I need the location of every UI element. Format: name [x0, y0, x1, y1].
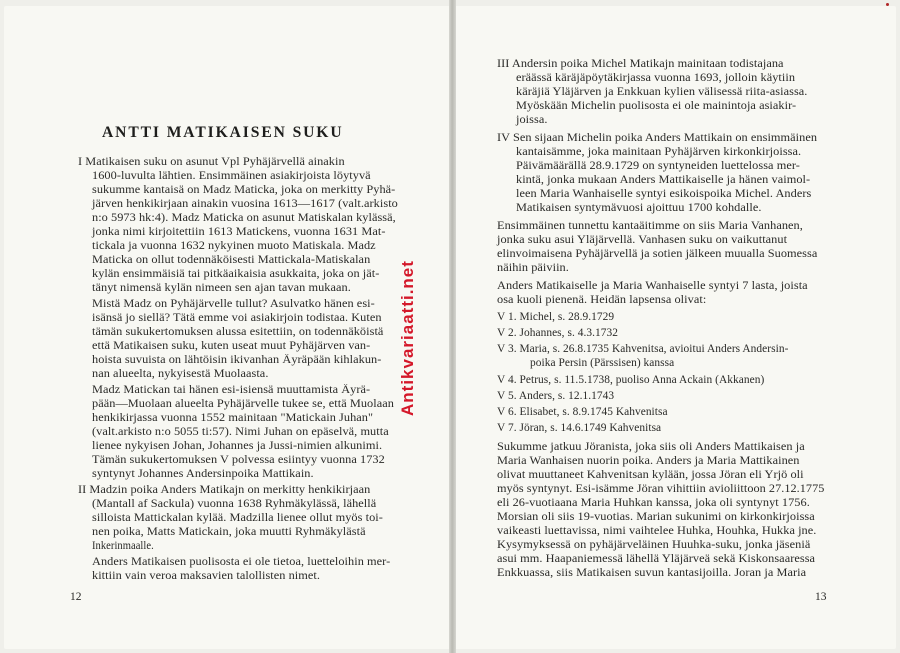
text-line: Päivämäärällä 28.9.1729 on syntyneiden luettelossa mer- — [516, 160, 800, 172]
text-line: pään—Muolaan alueelta Pyhäjärvelle tukee se, että Muolaan — [92, 398, 394, 410]
text-line: Myöskään Michelin puolisosta ei ole mainintoja asiakir- — [516, 100, 797, 112]
text-line: sukumme kantaisä on Madz Maticka, joka on merkitty Pyhä- — [92, 184, 396, 196]
text-line: Maria Wanhaisen nuorin poika. Anders ja Maria Mattikainen — [497, 455, 800, 467]
text-line: kintä, jonka mukaan Anders Mattikaiselle ja hänen vaimol- — [516, 174, 811, 186]
text-line: n:o 5973 hk:4). Madz Maticka on asunut Matiskalan kylässä, — [92, 212, 396, 224]
text-line: tickala ja vuonna 1632 nykyinen muoto Matiskala. Madz — [92, 240, 376, 252]
text-line: hoista suvuista on lähtöisin ikivanhan Äyräpään kihlakun- — [92, 354, 382, 366]
text-line: järven henkikirjaan ainakin vuosina 1613—1617 (valt.arkisto — [92, 198, 398, 210]
text-line: I Matikaisen suku on asunut Vpl Pyhäjärvellä ainakin — [78, 156, 345, 168]
text-line: eli 26-vuotiaana Maria Huhkan kanssa, joka oli syntynyt 1756. — [497, 497, 810, 509]
text-line: V 2. Johannes, s. 4.3.1732 — [497, 327, 619, 339]
text-line: V 7. Jöran, s. 14.6.1749 Kahvenitsa — [497, 422, 662, 434]
text-line: myös syntynyt. Esi-isämme Jöran vihittiin avioliittoon 27.12.1775 — [497, 483, 825, 495]
page-number-left: 12 — [70, 591, 82, 603]
text-line: Inkerinmaalle. — [92, 540, 154, 552]
text-line: V 1. Michel, s. 28.9.1729 — [497, 311, 615, 323]
text-line: Morsian oli siis 19-vuotias. Marian sukunimi on kirkonkirjoissa — [497, 511, 815, 523]
text-line: tämän sukukertomuksen alussa esitettiin, on todennäköistä — [92, 326, 384, 338]
text-line: Matikaisen syntymävuosi ajoittuu 1700 kohdalle. — [516, 202, 762, 214]
text-line: Tämän sukukertomuksen V polvessa esiintyy vuonna 1732 — [92, 454, 385, 466]
text-line: Anders Matikaisen puolisosta ei ole tietoa, luetteloihin mer- — [92, 556, 391, 568]
text-line: 1600-luvulta lähtien. Ensimmäinen asiakirjoista löytyvä — [92, 170, 371, 182]
text-line: isänsä jo siellä? Tätä emme voi asiakirjoin todistaa. Kuten — [92, 312, 382, 324]
text-line: lienee nykyisen Johan, Johannes ja Jussi-nimien alkunimi. — [92, 440, 383, 452]
text-line: käräjiä Yläjärven ja Enkkuan kylien välisessä riita-asiassa. — [516, 86, 808, 98]
text-line: Ensimmäinen tunnettu kantaäitimme on siis Maria Vanhanen, — [497, 220, 803, 232]
text-line: V 6. Elisabet, s. 8.9.1745 Kahvenitsa — [497, 406, 668, 418]
text-line: Anders Matikaiselle ja Maria Wanhaiselle syntyi 7 lasta, joista — [497, 280, 808, 292]
text-line: jonka suku asui Yläjärvellä. Vanhasen suku on vaikuttanut — [497, 234, 788, 246]
text-line: elinvoimaisena Pyhäjärvellä ja sotien jälkeen muualla Suomessa — [497, 248, 818, 260]
text-line: nan alueelta, nykyisestä Muolaasta. — [92, 368, 269, 380]
text-line: jonka nimi kirjoitettiin 1613 Matickens, vuonna 1631 Mat- — [92, 226, 386, 238]
page-number-right: 13 — [815, 591, 827, 603]
text-line: III Andersin poika Michel Matikajn mainitaan todistajana — [497, 58, 784, 70]
text-line: silloista Mattickalan kylää. Madzilla lienee ollut myös toi- — [92, 512, 383, 524]
text-line: V 5. Anders, s. 12.1.1743 — [497, 390, 615, 402]
text-line: IV Sen sijaan Michelin poika Anders Mattikain on ensimmäinen — [497, 132, 818, 144]
text-line: (Mantall af Sackula) vuonna 1638 Ryhmäkylässä, lähellä — [92, 498, 377, 510]
text-line: Sukumme jatkuu Jöranista, joka siis oli Anders Mattikaisen ja — [497, 441, 805, 453]
text-line: tänyt nimensä kylän nimeen sen ajan tavan mukaan. — [92, 282, 351, 294]
text-line: Madz Matickan tai hänen esi-isiensä muuttamista Äyrä- — [92, 384, 371, 396]
text-line: että Matikaisen suku, kuten useat muut Pyhäjärven van- — [92, 340, 371, 352]
text-line: kantaisämme, joka mainitaan Pyhäjärven kirkonkirjoissa. — [516, 146, 802, 158]
text-line: V 4. Petrus, s. 11.5.1738, puoliso Anna Ackain (Akkanen) — [497, 374, 765, 386]
text-line: Mistä Madz on Pyhäjärvelle tullut? Asulvatko hänen esi- — [92, 298, 375, 310]
text-line: leen Maria Wanhaiselle syntyi esikoispoika Michel. Anders — [516, 188, 812, 200]
text-line: poika Persin (Pärssisen) kanssa — [530, 357, 675, 369]
text-line: Kysymyksessä on pyhäjärveläinen Huuhka-suku, jonka jäseniä — [497, 539, 811, 551]
text-line: vaikeasti luettavissa, nimi vaihtelee Huhka, Houhka, Hukka jne. — [497, 525, 817, 537]
page-title: ANTTI MATIKAISEN SUKU — [102, 124, 344, 141]
text-line: osa kuoli pienenä. Heidän lapsensa olivat: — [497, 294, 707, 306]
watermark-text: Antikvariaatti.net — [398, 260, 417, 416]
text-line: eräässä käräjäpöytäkirjassa vuonna 1693, jolloin käytiin — [516, 72, 796, 84]
text-line: II Madzin poika Anders Matikajn on merkitty henkikirjaan — [78, 484, 371, 496]
text-line: kylän ensimmäisiä tai pitkäaikaisia asukkaita, joka on jät- — [92, 268, 380, 280]
text-line: (valt.arkisto n:o 5055 ti:57). Nimi Juhan on epäselvä, mutta — [92, 426, 389, 438]
text-line: kittiin vain veroa maksavien talollisten nimet. — [92, 570, 321, 582]
text-line: nen poika, Matts Matickain, joka muutti Ryhmäkylästä — [92, 526, 366, 538]
book-gutter — [449, 0, 456, 653]
text-line: Maticka on ollut todennäköisesti Mattickala-Matiskalan — [92, 254, 371, 266]
text-line: Enkkuassa, siis Matikaisen suvun kantasijoilla. Joran ja Maria — [497, 567, 807, 579]
text-line: V 3. Maria, s. 26.8.1735 Kahvenitsa, avioitui Anders Andersin- — [497, 343, 789, 355]
text-line: asui mm. Haapaniemessä lähellä Yläjärveä sekä Kiskonsaaressa — [497, 553, 816, 565]
text-line: näihin päiviin. — [497, 262, 569, 274]
text-line: joissa. — [516, 114, 548, 126]
ink-spot — [886, 3, 889, 6]
text-line: henkikirjassa vuonna 1552 mainitaan "Matickain Juhan" — [92, 412, 374, 424]
text-line: olivat muuttaneet Kahvenitsan kylään, jossa Jöran eli Yrjö oli — [497, 469, 804, 481]
text-line: syntynyt Johannes Andersinpoika Mattikain. — [92, 468, 314, 480]
